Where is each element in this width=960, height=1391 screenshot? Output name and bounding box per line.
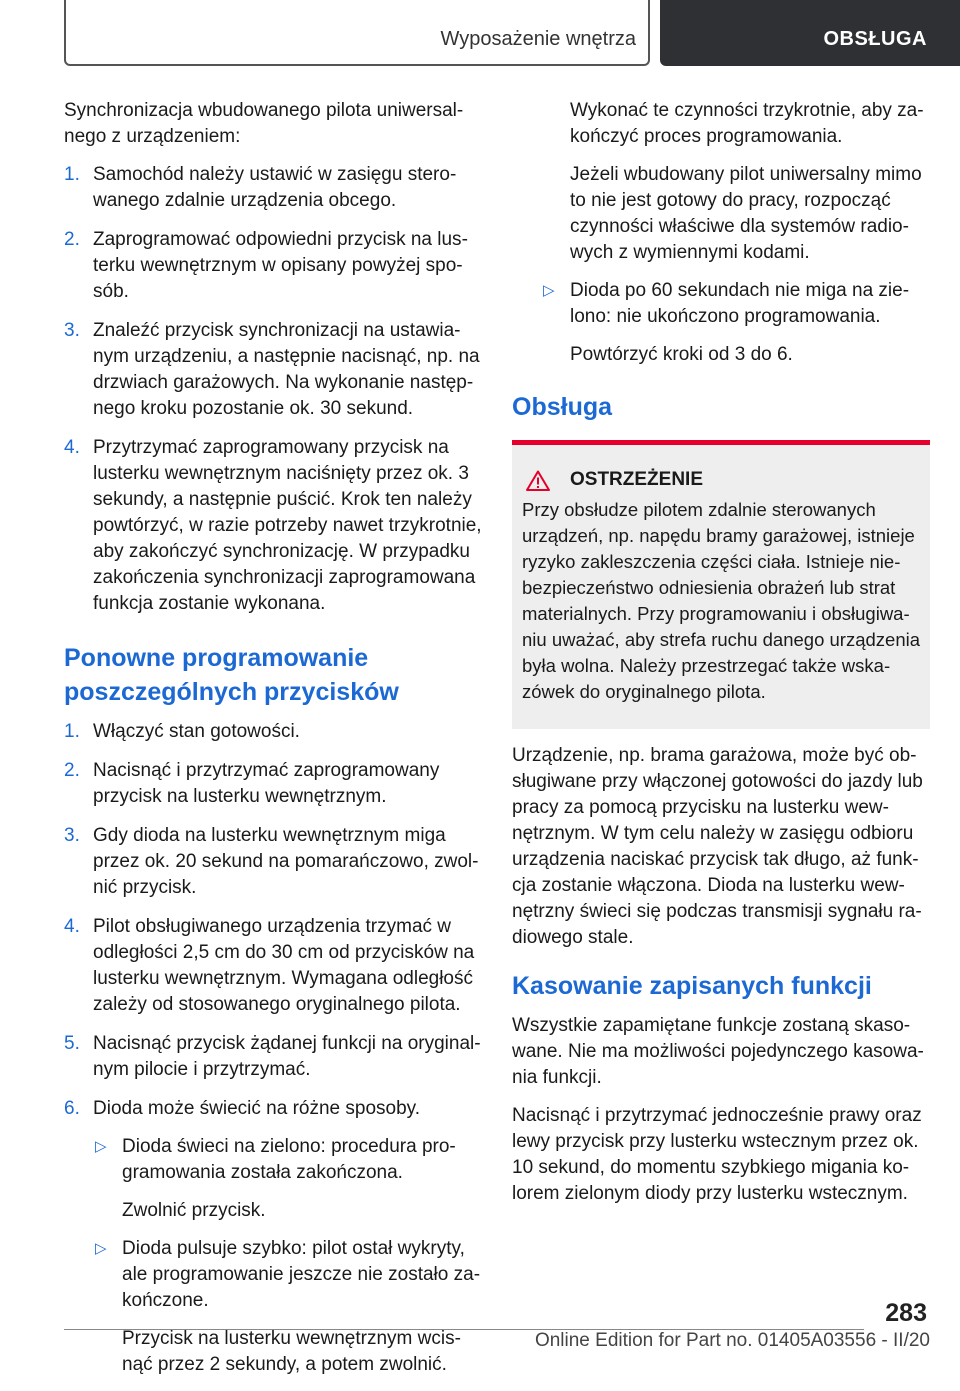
continued-text: Jeżeli wbudowany pilot uniwersalny mimo to nie jest gotowy do pracy, rozpocząć czynności właściwe dla systemów radiowych z wymiennymi kodami. (570, 164, 922, 263)
bullet-continuation: Zwolnić przycisk. (122, 1200, 266, 1221)
list-item (64, 227, 482, 305)
step-number: 4. (64, 916, 80, 937)
step-text: Dioda może świecić na różne sposoby. (93, 1098, 421, 1119)
page-number: 283 (885, 1299, 927, 1327)
step-text: Włączyć stan gotowości. (93, 721, 300, 742)
led-states-list (93, 1134, 482, 1378)
right-column (512, 98, 930, 1219)
sync-steps (64, 162, 482, 617)
bullet-continuation: Przycisk na lusterku wewnętrznym wcisnąć przez 2 sekundy, a potem zwolnić. (122, 1328, 461, 1375)
bullet-text: Dioda pulsuje szybko: pilot ostał wykryty, ale programowanie jeszcze nie zostało zakończone. (122, 1238, 481, 1311)
list-item (64, 719, 482, 745)
sync-intro: Synchronizacja wbudowanego pilota uniwersalnego z urządzeniem: (64, 100, 464, 147)
step-text: Nacisnąć i przytrzymać zaprogramowany przycisk na lusterku wewnętrznym. (93, 760, 440, 807)
section-title: Wyposażenie wnętrza (440, 28, 636, 50)
step-number: 2. (64, 229, 80, 250)
triangle-right-icon: ▷ (543, 282, 555, 299)
delete-text-2: Nacisnąć i przytrzymać jednocześnie prawy oraz lewy przycisk przy lusterku wstecznym przez ok. 10 sekund, do momentu szybkiego migania kolorem zielonym diody przy lusterku wstecznym. (512, 1105, 922, 1204)
list-item (64, 823, 482, 901)
warning-header (520, 467, 922, 493)
list-item (64, 914, 482, 1018)
chapter-tab[interactable] (660, 0, 960, 66)
step-number: 1. (64, 721, 80, 742)
list-item (541, 278, 930, 368)
heading-reprogramming: Ponowne programowanie poszczególnych przycisków (64, 644, 399, 706)
continued-text: Wykonać te czynności trzykrotnie, aby zakończyć proces programowania. (570, 100, 924, 147)
heading-operation: Obsługa (512, 393, 613, 421)
edition-info: Online Edition for Part no. 01405A03556 - II/20 (534, 1330, 930, 1351)
list-item (93, 1236, 482, 1378)
chapter-title: OBSŁUGA (823, 28, 927, 50)
operation-text: Urządzenie, np. brama garażowa, może być obsługiwane przy włączonej gotowości do jazdy lub pracy za pomocą przycisku na lusterku wewnętrznym. W tym celu należy w zasięgu odbioru urządzenia naciskać przycisk tak długo, aż funkcja zostanie włączona. Dioda na lusterku wewnętrzny świeci się podczas transmisji sygnału radiowego stale. (512, 745, 923, 948)
list-item (64, 1096, 482, 1378)
triangle-right-icon: ▷ (95, 1240, 107, 1257)
warning-triangle-icon (526, 470, 550, 491)
list-item (64, 435, 482, 617)
step-number: 5. (64, 1033, 80, 1054)
bullet-continuation: Powtórzyć kroki od 3 do 6. (570, 344, 793, 365)
delete-text-1: Wszystkie zapamiętane funkcje zostaną skasowane. Nie ma możliwości pojedynczego kasowania funkcji. (512, 1015, 924, 1088)
step-text: Gdy dioda na lusterku wewnętrznym miga przez ok. 20 sekund na pomarańczowo, zwolnić przycisk. (93, 825, 479, 898)
step-number: 6. (64, 1098, 80, 1119)
heading-delete-functions: Kasowanie zapisanych funkcji (512, 972, 872, 1000)
step-number: 4. (64, 437, 80, 458)
list-item (64, 1031, 482, 1083)
triangle-right-icon: ▷ (95, 1138, 107, 1155)
warning-box (512, 440, 930, 729)
list-item (64, 318, 482, 422)
warning-text: Przy obsłudze pilotem zdalnie sterowanych urządzeń, np. napędu bramy garażowej, istnieje ryzyko zakleszczenia części ciała. Istnieje niebezpieczeństwo odniesienia obrażeń lub strat materialnych. Przy programowaniu i obsługiwaniu uważać, aby strefa ruchu danego urządzenia była wolna. Należy przestrzegać także wskazówek do oryginalnego pilota. (522, 499, 921, 702)
step-text: Nacisnąć przycisk żądanej funkcji na oryginalnym pilocie i przytrzymać. (93, 1033, 481, 1080)
step-text: Znaleźć przycisk synchronizacji na ustawianym urządzeniu, a następnie nacisnąć, np. na drzwiach garażowych. Na wykonanie następnego kroku pozostanie ok. 30 sekund. (93, 320, 480, 419)
step-text: Pilot obsługiwanego urządzenia trzymać w odległości 2,5 cm do 30 cm od przycisków na lusterku wewnętrznym. Wymagana odległość zależy od stosowanego oryginalnego pilota. (93, 916, 475, 1015)
continued-bullet (512, 98, 930, 266)
step-text: Przytrzymać zaprogramowany przycisk na lusterku wewnętrznym naciśnięty przez ok. 3 sekundy, a następnie puścić. Krok ten należy powtórzyć, w razie potrzeby nawet trzykrotnie, aby zakończyć synchronizację. W przypadku zakończenia synchronizacji zaprogramowana funkcja zostanie wykonana. (93, 437, 482, 614)
bullet-text: Dioda po 60 sekundach nie miga na zielono: nie ukończono programowania. (570, 280, 910, 327)
list-item (64, 758, 482, 810)
step-number: 3. (64, 320, 80, 341)
step-number: 3. (64, 825, 80, 846)
left-column (64, 98, 482, 1391)
led-states-list (512, 278, 930, 368)
bullet-text: Dioda świeci na zielono: procedura programowania została zakończona. (122, 1136, 456, 1183)
step-number: 1. (64, 164, 80, 185)
step-text: Samochód należy ustawić w zasięgu sterowanego zdalnie urządzenia obcego. (93, 164, 457, 211)
reprogramming-steps (64, 719, 482, 1378)
step-number: 2. (64, 760, 80, 781)
step-text: Zaprogramować odpowiedni przycisk na lusterku wewnętrznym w opisany powyżej sposób. (93, 229, 468, 302)
warning-title: OSTRZEŻENIE (570, 469, 704, 490)
list-item (93, 1134, 482, 1224)
list-item (64, 162, 482, 214)
